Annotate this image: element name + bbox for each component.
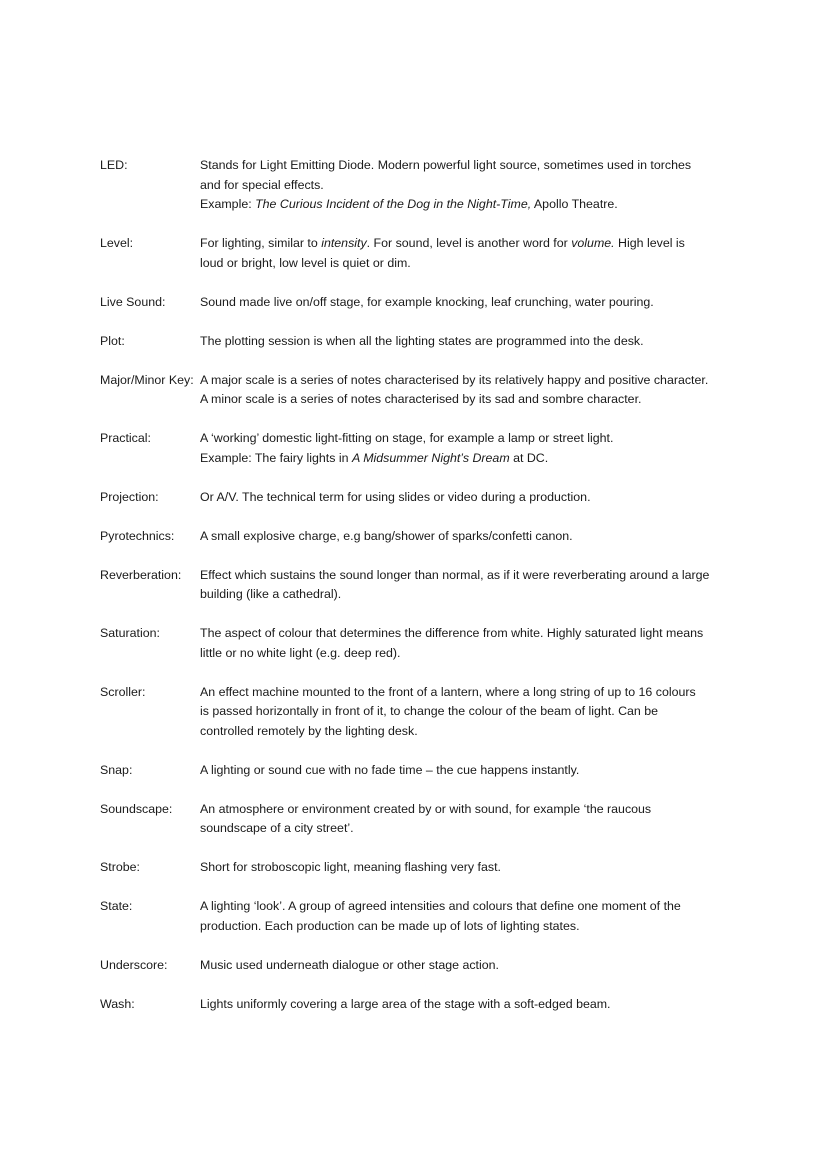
definition-line: [200, 390, 740, 410]
definition-line: [200, 995, 740, 1015]
definition-text: Stands for Light Emitting Diode. Modern powerful light source, sometimes used in torches: [200, 158, 692, 172]
glossary-term: Projection:: [100, 489, 159, 504]
definition-text: Apollo Theatre.: [531, 197, 618, 211]
definition-line: [200, 624, 740, 644]
definition-text: The plotting session is when all the lighting states are programmed into the desk.: [200, 333, 644, 348]
glossary-definition: [200, 371, 740, 410]
definition-line: [200, 858, 740, 878]
definition-line: [200, 488, 740, 508]
glossary-definition: [200, 488, 740, 508]
definition-line: [200, 917, 740, 937]
glossary-entry: [100, 371, 740, 410]
definition-line: [200, 156, 740, 176]
glossary-list: [100, 156, 740, 1034]
definition-text: building (like a cathedral).: [200, 587, 342, 601]
definition-text: A major scale is a series of notes characterised by its relatively happy and positive character.: [200, 372, 709, 387]
definition-text: controlled remotely by the lighting desk.: [200, 723, 418, 738]
definition-text: soundscape of a city street’.: [200, 821, 354, 835]
glossary-term: Scroller:: [100, 684, 146, 699]
definition-line: [200, 761, 740, 781]
glossary-entry: [100, 234, 740, 273]
glossary-definition: [200, 234, 740, 273]
definition-line: [200, 956, 740, 976]
definition-text: Effect which sustains the sound longer than normal, as if it were reverberating around a large: [200, 567, 710, 582]
definition-line: [200, 234, 740, 254]
glossary-entry: [100, 488, 740, 508]
italic-text: volume.: [571, 236, 615, 250]
definition-line: [200, 897, 740, 917]
definition-text: A minor scale is a series of notes characterised by its sad and sombre character.: [200, 392, 642, 406]
definition-text: An atmosphere or environment created by or with sound, for example ‘the raucous: [200, 801, 652, 816]
definition-text: is passed horizontally in front of it, to change the colour of the beam of light. Can be: [200, 704, 659, 718]
definition-line: [200, 176, 740, 196]
definition-text: Example: The fairy lights in: [200, 450, 352, 465]
glossary-term: Reverberation:: [100, 567, 182, 582]
glossary-definition: [200, 293, 740, 313]
definition-text: A lighting or sound cue with no fade time – the cue happens instantly.: [200, 762, 580, 777]
glossary-term: Level:: [100, 236, 134, 250]
definition-line: [200, 254, 740, 274]
glossary-term: Underscore:: [100, 957, 168, 972]
definition-line: [200, 683, 740, 703]
glossary-entry: [100, 429, 740, 468]
glossary-definition: [200, 995, 740, 1015]
definition-line: [200, 429, 740, 449]
definition-line: [200, 585, 740, 605]
glossary-term: Pyrotechnics:: [100, 528, 175, 543]
glossary-term: Plot:: [100, 333, 125, 348]
glossary-definition: [200, 683, 740, 742]
glossary-term: Strobe:: [100, 860, 140, 874]
definition-text: production. Each production can be made up of lots of lighting states.: [200, 918, 580, 933]
glossary-definition: [200, 332, 740, 352]
glossary-entry: [100, 566, 740, 605]
definition-line: [200, 293, 740, 313]
glossary-definition: [200, 156, 740, 215]
glossary-entry: [100, 800, 740, 839]
glossary-definition: [200, 897, 740, 936]
glossary-definition: [200, 429, 740, 468]
glossary-term: Practical:: [100, 431, 151, 445]
definition-text: A lighting ‘look’. A group of agreed intensities and colours that define one moment of the: [200, 899, 681, 913]
definition-text: High level is: [614, 236, 685, 250]
definition-text: Sound made live on/off stage, for example knocking, leaf crunching, water pouring.: [200, 294, 654, 309]
glossary-entry: [100, 956, 740, 976]
definition-line: [200, 449, 740, 469]
definition-text: little or no white light (e.g. deep red).: [200, 645, 401, 660]
definition-line: [200, 371, 740, 391]
definition-text: Short for stroboscopic light, meaning flashing very fast.: [200, 860, 501, 874]
glossary-entry: [100, 624, 740, 663]
definition-text: at DC.: [509, 450, 549, 465]
glossary-entry: [100, 897, 740, 936]
definition-text: Lights uniformly covering a large area of the stage with a soft-edged beam.: [200, 996, 611, 1011]
glossary-entry: [100, 858, 740, 878]
definition-text: The aspect of colour that determines the difference from white. Highly saturated light means: [200, 626, 704, 640]
glossary-term: Live Sound:: [100, 294, 166, 309]
glossary-entry: [100, 156, 740, 215]
glossary-entry: [100, 683, 740, 742]
definition-text: Music used underneath dialogue or other stage action.: [200, 957, 499, 972]
definition-text: For lighting, similar to: [200, 236, 322, 250]
definition-text: A ‘working’ domestic light-fitting on stage, for example a lamp or street light.: [200, 431, 614, 445]
definition-line: [200, 644, 740, 664]
definition-text: . For sound, level is another word for: [366, 236, 572, 250]
glossary-entry: [100, 995, 740, 1015]
glossary-term: Soundscape:: [100, 801, 173, 816]
definition-text: Example:: [200, 197, 256, 211]
definition-text: An effect machine mounted to the front of a lantern, where a long string of up to 16 colours: [200, 684, 696, 699]
glossary-entry: [100, 332, 740, 352]
definition-line: [200, 702, 740, 722]
definition-text: A small explosive charge, e.g bang/shower of sparks/confetti canon.: [200, 528, 573, 543]
italic-text: intensity: [321, 236, 367, 250]
glossary-definition: [200, 956, 740, 976]
definition-text: loud or bright, low level is quiet or dim.: [200, 255, 411, 270]
glossary-entry: [100, 761, 740, 781]
glossary-definition: [200, 761, 740, 781]
definition-line: [200, 527, 740, 547]
glossary-definition: [200, 858, 740, 878]
glossary-definition: [200, 527, 740, 547]
glossary-term: Major/Minor Key:: [100, 372, 194, 387]
glossary-term: LED:: [100, 158, 128, 172]
definition-line: [200, 800, 740, 820]
italic-text: The Curious Incident of the Dog in the Night-Time,: [255, 197, 532, 211]
glossary-term: Wash:: [100, 996, 135, 1011]
glossary-definition: [200, 566, 740, 605]
definition-line: [200, 819, 740, 839]
glossary-term: Snap:: [100, 762, 133, 777]
italic-text: A Midsummer Night’s Dream: [351, 450, 510, 465]
definition-line: [200, 332, 740, 352]
definition-line: [200, 195, 740, 215]
definition-text: and for special effects.: [200, 177, 324, 192]
glossary-entry: [100, 527, 740, 547]
glossary-entry: [100, 293, 740, 313]
glossary-definition: [200, 624, 740, 663]
definition-text: Or A/V. The technical term for using slides or video during a production.: [200, 489, 591, 504]
glossary-term: State:: [100, 899, 133, 913]
definition-line: [200, 566, 740, 586]
glossary-definition: [200, 800, 740, 839]
glossary-term: Saturation:: [100, 626, 160, 640]
definition-line: [200, 722, 740, 742]
